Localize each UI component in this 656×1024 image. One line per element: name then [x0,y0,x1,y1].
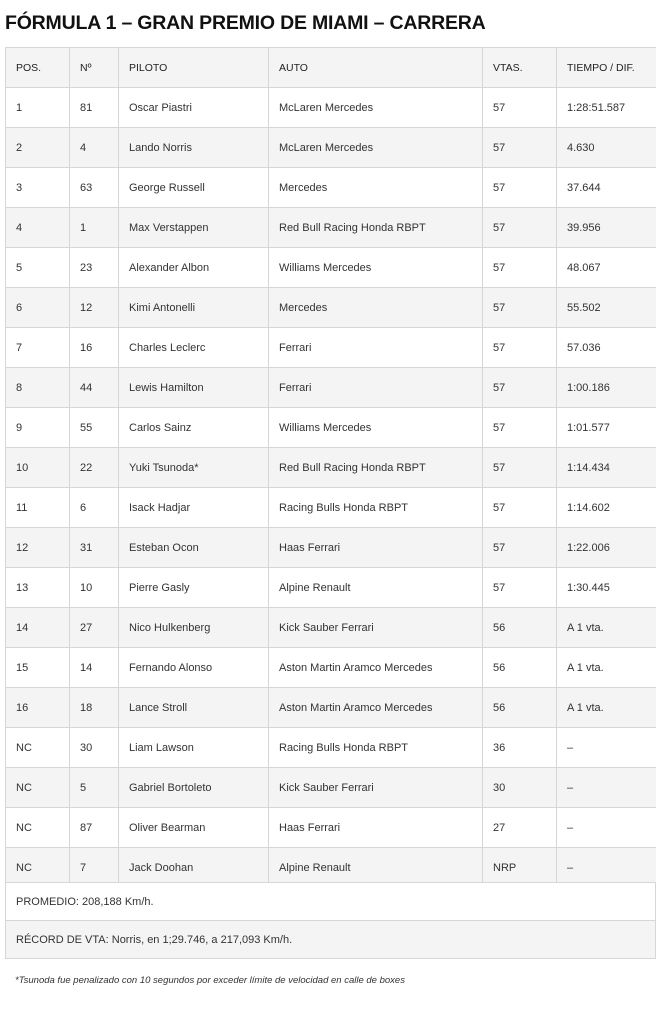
cell-car: Haas Ferrari [269,808,483,848]
cell-driver: Liam Lawson [119,728,269,768]
cell-driver: Pierre Gasly [119,568,269,608]
cell-num: 63 [70,168,119,208]
table-row [6,688,656,728]
cell-car: Red Bull Racing Honda RBPT [269,208,483,248]
table-row [6,808,656,848]
cell-laps: 27 [483,808,557,848]
cell-laps: 30 [483,768,557,808]
table-row [6,448,656,488]
table-row [6,168,656,208]
cell-car: McLaren Mercedes [269,88,483,128]
cell-driver: Lewis Hamilton [119,368,269,408]
cell-driver: Nico Hulkenberg [119,608,269,648]
cell-time: – [557,768,656,808]
results-table [5,47,656,888]
table-row [6,648,656,688]
table-row [6,328,656,368]
cell-car: Alpine Renault [269,848,483,888]
cell-laps: 36 [483,728,557,768]
cell-laps: 57 [483,208,557,248]
cell-time: 1:28:51.587 [557,88,656,128]
cell-time: 48.067 [557,248,656,288]
cell-car: Kick Sauber Ferrari [269,768,483,808]
cell-num: 6 [70,488,119,528]
cell-num: 31 [70,528,119,568]
cell-car: Williams Mercedes [269,248,483,288]
cell-laps: 57 [483,168,557,208]
cell-num: 4 [70,128,119,168]
cell-driver: Max Verstappen [119,208,269,248]
cell-laps: 57 [483,288,557,328]
table-row [6,568,656,608]
header-time: TIEMPO / DIF. [557,48,656,88]
cell-car: Alpine Renault [269,568,483,608]
cell-pos: NC [6,768,70,808]
cell-time: – [557,808,656,848]
cell-time: 4.630 [557,128,656,168]
cell-car: Kick Sauber Ferrari [269,608,483,648]
cell-num: 1 [70,208,119,248]
cell-pos: 10 [6,448,70,488]
cell-num: 55 [70,408,119,448]
cell-time: 39.956 [557,208,656,248]
cell-pos: 7 [6,328,70,368]
cell-laps: 57 [483,248,557,288]
cell-pos: 4 [6,208,70,248]
cell-num: 87 [70,808,119,848]
table-row [6,128,656,168]
cell-driver: Lando Norris [119,128,269,168]
cell-num: 10 [70,568,119,608]
table-row [6,288,656,328]
header-car: AUTO [269,48,483,88]
cell-car: Ferrari [269,368,483,408]
cell-pos: 1 [6,88,70,128]
cell-driver: Charles Leclerc [119,328,269,368]
cell-time: 55.502 [557,288,656,328]
cell-driver: Alexander Albon [119,248,269,288]
cell-driver: Carlos Sainz [119,408,269,448]
cell-driver: Lance Stroll [119,688,269,728]
table-row [6,768,656,808]
cell-num: 30 [70,728,119,768]
cell-driver: Oscar Piastri [119,88,269,128]
cell-time: 1:22.006 [557,528,656,568]
cell-laps: 57 [483,88,557,128]
header-driver: PILOTO [119,48,269,88]
cell-pos: NC [6,808,70,848]
header-num: Nº [70,48,119,88]
cell-car: Mercedes [269,168,483,208]
cell-num: 14 [70,648,119,688]
penalty-note: *Tsunoda fue penalizado con 10 segundos por exceder límite de velocidad en calle de boxes [15,975,405,986]
cell-driver: Oliver Bearman [119,808,269,848]
cell-pos: 12 [6,528,70,568]
cell-time: 1:14.602 [557,488,656,528]
table-row [6,608,656,648]
cell-laps: 57 [483,328,557,368]
cell-time: A 1 vta. [557,608,656,648]
cell-pos: 3 [6,168,70,208]
cell-car: Racing Bulls Honda RBPT [269,728,483,768]
cell-laps: 56 [483,648,557,688]
cell-car: Racing Bulls Honda RBPT [269,488,483,528]
table-row [6,368,656,408]
cell-num: 7 [70,848,119,888]
cell-time: 1:01.577 [557,408,656,448]
cell-time: – [557,728,656,768]
cell-car: Aston Martin Aramco Mercedes [269,648,483,688]
header-laps: VTAS. [483,48,557,88]
cell-driver: Esteban Ocon [119,528,269,568]
cell-driver: George Russell [119,168,269,208]
table-body [6,88,656,888]
cell-laps: 57 [483,368,557,408]
cell-car: Mercedes [269,288,483,328]
cell-laps: 57 [483,488,557,528]
table-row [6,528,656,568]
cell-pos: 15 [6,648,70,688]
cell-num: 81 [70,88,119,128]
table-header [6,48,656,88]
cell-time: A 1 vta. [557,648,656,688]
cell-driver: Yuki Tsunoda* [119,448,269,488]
cell-num: 22 [70,448,119,488]
cell-car: Aston Martin Aramco Mercedes [269,688,483,728]
cell-laps: 57 [483,528,557,568]
cell-time: 37.644 [557,168,656,208]
table-row [6,728,656,768]
cell-laps: 57 [483,448,557,488]
cell-pos: NC [6,848,70,888]
table-row [6,408,656,448]
table-row [6,248,656,288]
cell-laps: 56 [483,688,557,728]
average-speed: PROMEDIO: 208,188 Km/h. [5,882,656,921]
cell-num: 12 [70,288,119,328]
cell-driver: Isack Hadjar [119,488,269,528]
cell-laps: NRP [483,848,557,888]
header-pos: POS. [6,48,70,88]
cell-num: 5 [70,768,119,808]
cell-pos: 8 [6,368,70,408]
cell-time: A 1 vta. [557,688,656,728]
cell-pos: 6 [6,288,70,328]
cell-laps: 56 [483,608,557,648]
table-row [6,488,656,528]
cell-time: 1:30.445 [557,568,656,608]
cell-pos: 9 [6,408,70,448]
cell-pos: 13 [6,568,70,608]
cell-num: 18 [70,688,119,728]
cell-driver: Kimi Antonelli [119,288,269,328]
cell-pos: 16 [6,688,70,728]
cell-driver: Gabriel Bortoleto [119,768,269,808]
cell-pos: NC [6,728,70,768]
cell-car: McLaren Mercedes [269,128,483,168]
cell-car: Haas Ferrari [269,528,483,568]
cell-car: Red Bull Racing Honda RBPT [269,448,483,488]
cell-time: 57.036 [557,328,656,368]
cell-pos: 2 [6,128,70,168]
cell-laps: 57 [483,408,557,448]
cell-time: 1:14.434 [557,448,656,488]
table-row [6,208,656,248]
cell-time: 1:00.186 [557,368,656,408]
cell-laps: 57 [483,128,557,168]
cell-num: 27 [70,608,119,648]
cell-time: – [557,848,656,888]
cell-pos: 5 [6,248,70,288]
table-row [6,88,656,128]
header-row [6,48,656,88]
cell-car: Williams Mercedes [269,408,483,448]
lap-record: RÉCORD DE VTA: Norris, en 1;29.746, a 217,093 Km/h. [5,920,656,959]
cell-pos: 14 [6,608,70,648]
cell-car: Ferrari [269,328,483,368]
cell-laps: 57 [483,568,557,608]
cell-pos: 11 [6,488,70,528]
cell-driver: Jack Doohan [119,848,269,888]
cell-num: 44 [70,368,119,408]
page-title: FÓRMULA 1 – GRAN PREMIO DE MIAMI – CARRERA [5,12,486,34]
cell-driver: Fernando Alonso [119,648,269,688]
cell-num: 23 [70,248,119,288]
cell-num: 16 [70,328,119,368]
